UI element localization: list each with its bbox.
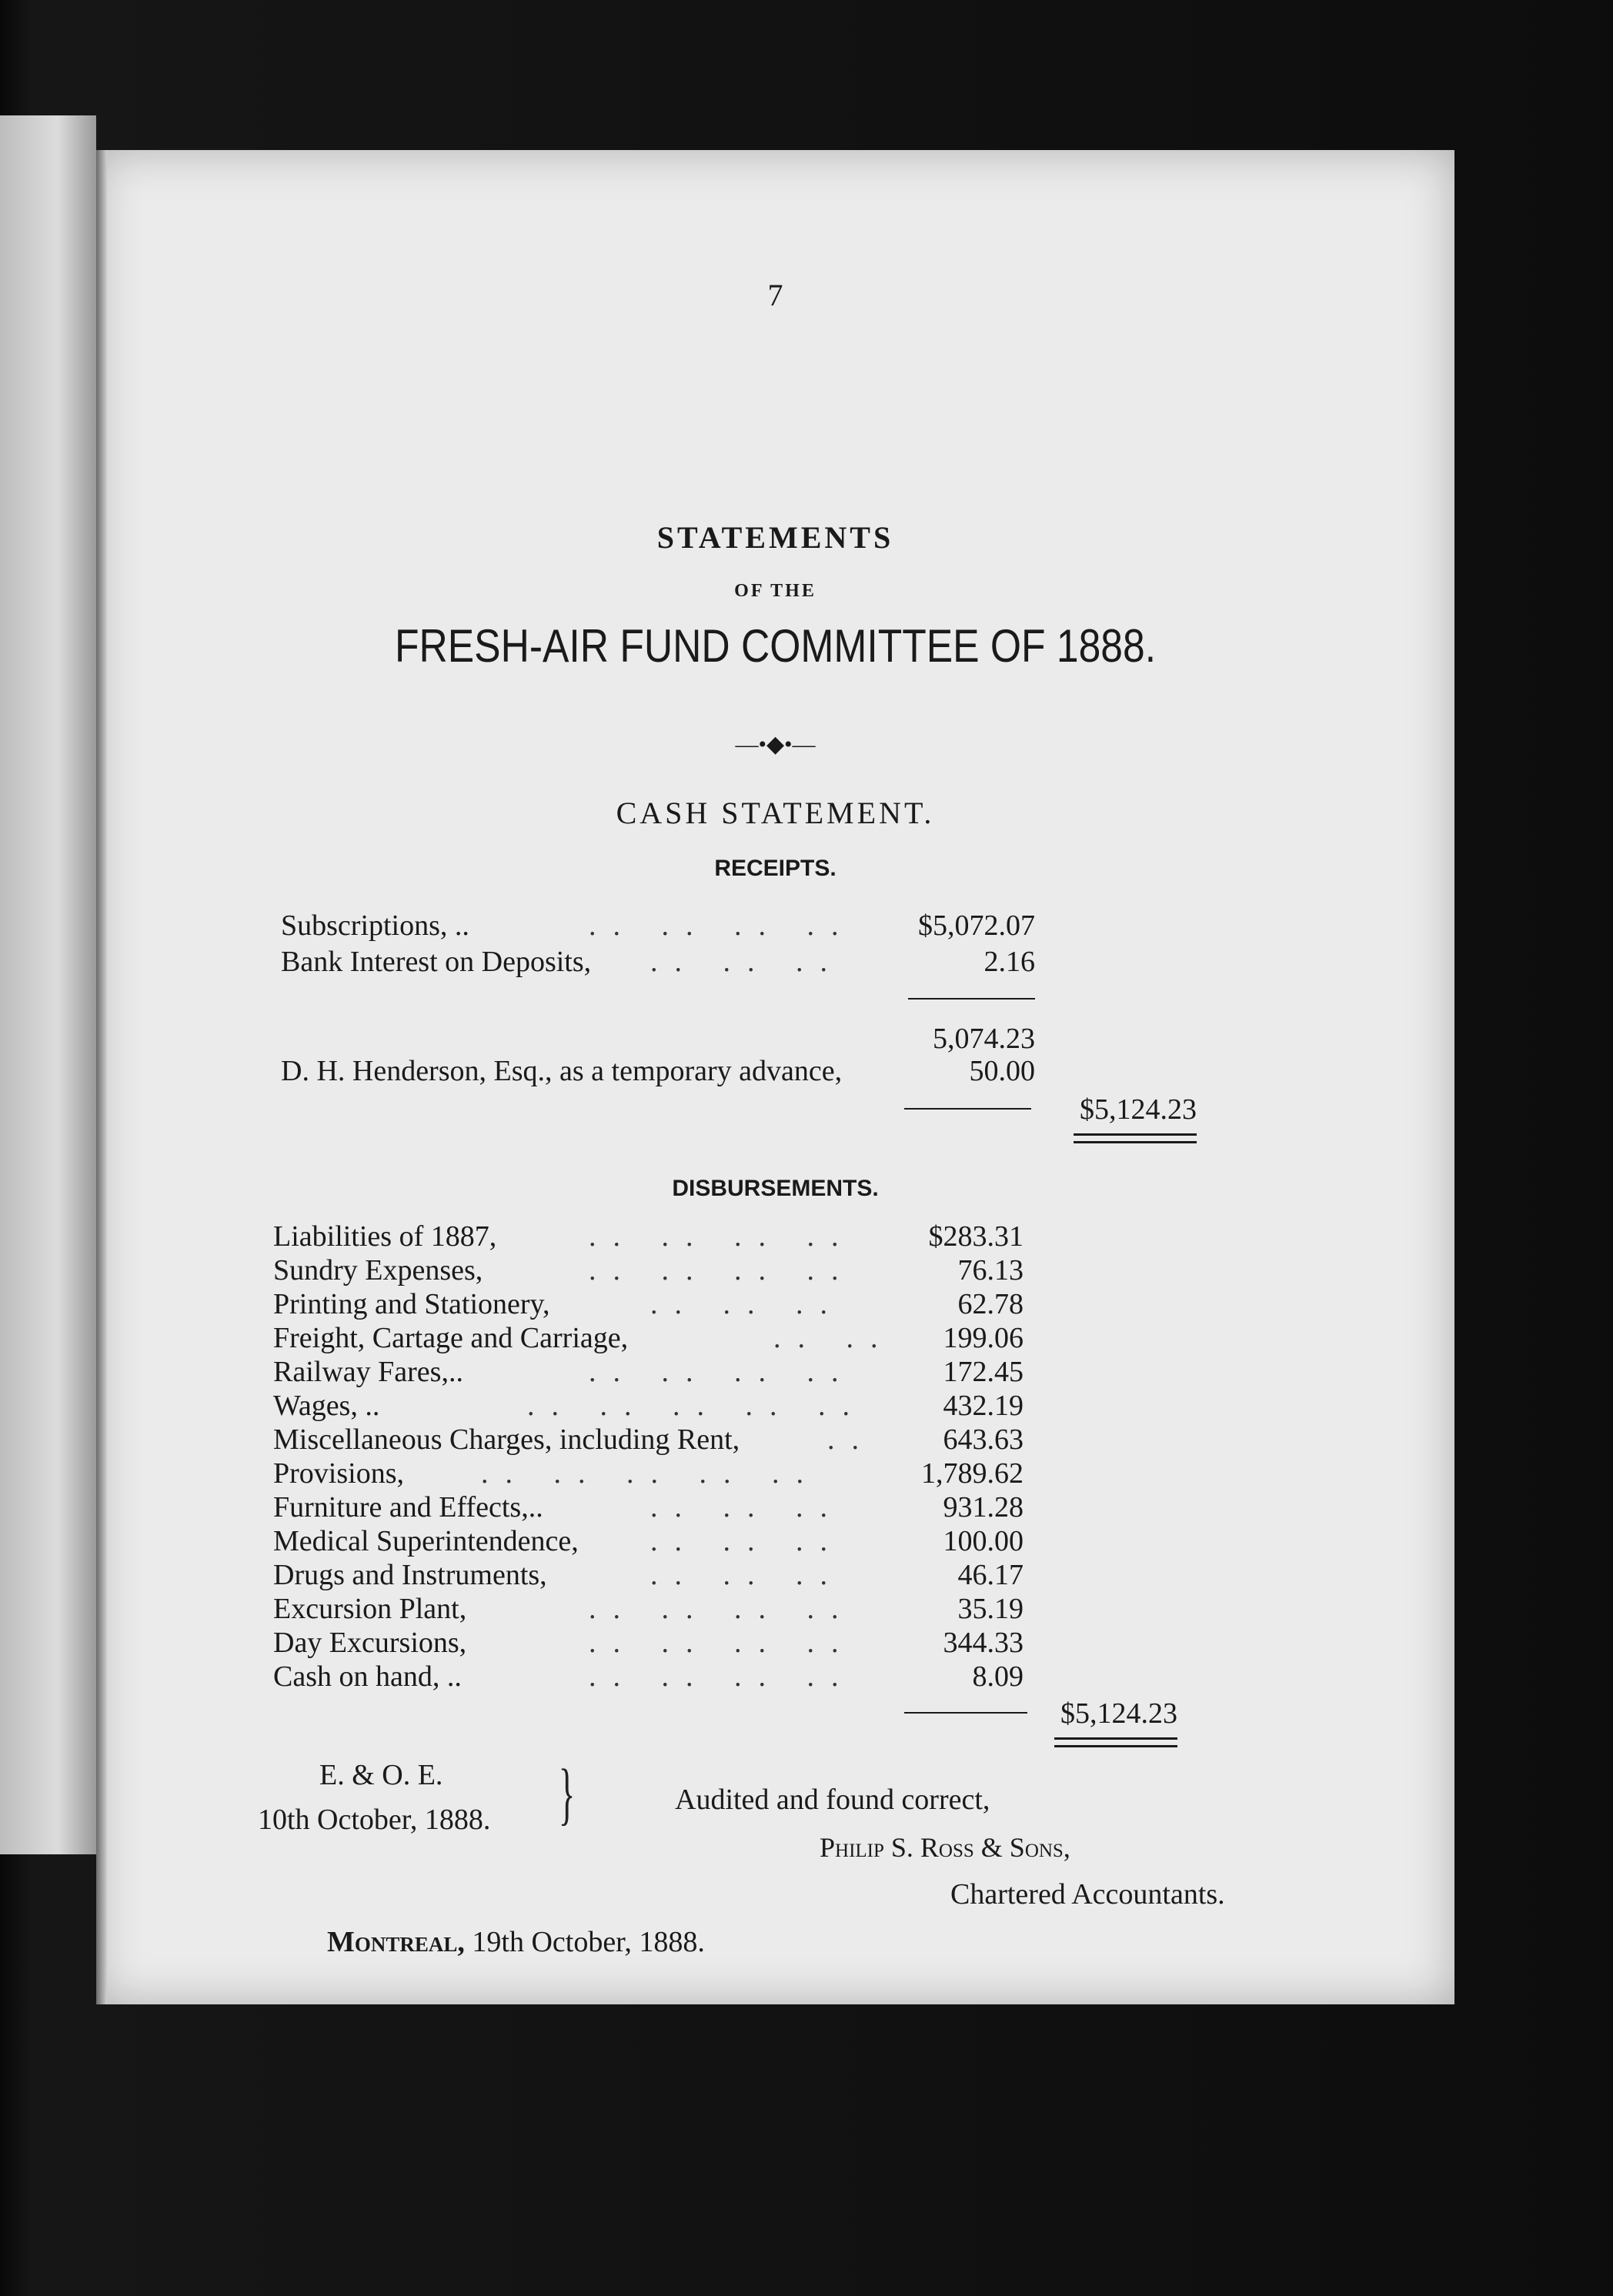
- place-date: 19th October, 1888.: [472, 1926, 705, 1958]
- disbursement-label: Miscellaneous Charges, including Rent,: [273, 1423, 740, 1456]
- receipt-amount: $5,072.07: [918, 909, 1035, 942]
- disbursement-dots: .. .. .. ..: [589, 1254, 856, 1286]
- disbursement-amount: 199.06: [943, 1322, 1024, 1354]
- disbursement-dots: .. .. ..: [650, 1559, 844, 1591]
- disbursement-dots: .. .. ..: [650, 1525, 844, 1557]
- disbursement-amount: 76.13: [957, 1254, 1024, 1286]
- place-name: Montreal,: [327, 1926, 465, 1958]
- place-date-line: [327, 1925, 705, 1959]
- disbursement-dots: ..: [827, 1423, 876, 1456]
- disbursement-dots: .. .. .. ..: [589, 1220, 856, 1253]
- disbursement-label: Provisions,: [273, 1457, 404, 1490]
- ornament-divider: —•◆•—: [735, 732, 816, 757]
- disbursement-label: Freight, Cartage and Carriage,: [273, 1322, 629, 1354]
- disbursement-label: Printing and Stationery,: [273, 1288, 550, 1320]
- disbursement-label: Cash on hand, ..: [273, 1660, 462, 1693]
- disbursements-total-double-rule: [1054, 1737, 1177, 1740]
- auditor-firm: Philip S. Ross & Sons,: [820, 1832, 1070, 1863]
- eoe-date: 10th October, 1888.: [258, 1804, 491, 1836]
- receipts-title: RECEIPTS.: [714, 856, 837, 881]
- disbursement-amount: 643.63: [943, 1423, 1024, 1456]
- receipts-subtotal: 5,074.23: [933, 1023, 1035, 1055]
- disbursement-dots: .. ..: [773, 1322, 895, 1354]
- advance-amount: 50.00: [969, 1055, 1035, 1087]
- disbursement-amount: 35.19: [957, 1593, 1024, 1625]
- disbursement-label: Furniture and Effects,..: [273, 1491, 543, 1523]
- errors-omissions-note: E. & O. E.: [319, 1759, 443, 1791]
- disbursement-dots: .. .. .. ..: [589, 1660, 856, 1693]
- disbursement-dots: .. .. .. ..: [589, 1593, 856, 1625]
- facing-page-edge: [0, 115, 96, 1854]
- disbursements-total-double-rule: [1054, 1745, 1177, 1747]
- receipt-label: Subscriptions, ..: [281, 909, 469, 942]
- receipt-dots: .. .. ..: [650, 946, 844, 978]
- audited-line: Audited and found correct,: [675, 1784, 990, 1816]
- disbursement-label: Wages, ..: [273, 1390, 380, 1422]
- disbursement-amount: 1,789.62: [921, 1457, 1024, 1490]
- receipt-amount: 2.16: [983, 946, 1035, 978]
- disbursement-amount: 172.45: [943, 1356, 1024, 1388]
- disbursement-label: Sundry Expenses,: [273, 1254, 483, 1286]
- disbursement-amount: 344.33: [943, 1627, 1024, 1659]
- receipts-subtotal-rule: [908, 998, 1035, 999]
- brace: }: [558, 1756, 576, 1832]
- heading-committee-title: FRESH-AIR FUND COMMITTEE OF 1888.: [394, 620, 1157, 672]
- disbursement-dots: .. .. .. ..: [589, 1627, 856, 1659]
- receipts-total-double-rule: [1074, 1133, 1197, 1136]
- disbursement-label: Medical Superintendence,: [273, 1525, 579, 1557]
- disbursement-label: Excursion Plant,: [273, 1593, 467, 1625]
- receipts-total: $5,124.23: [1080, 1093, 1197, 1126]
- page-number: 7: [767, 278, 783, 312]
- disbursement-label: Drugs and Instruments,: [273, 1559, 547, 1591]
- disbursement-amount: 100.00: [943, 1525, 1024, 1557]
- advance-label: D. H. Henderson, Esq., as a temporary advance,: [281, 1055, 843, 1087]
- disbursement-amount: $283.31: [928, 1220, 1024, 1253]
- receipt-dots: .. .. .. ..: [589, 909, 856, 942]
- disbursement-label: Liabilities of 1887,: [273, 1220, 497, 1253]
- document-page: [96, 150, 1454, 2004]
- disbursement-label: Railway Fares,..: [273, 1356, 463, 1388]
- disbursement-dots: .. .. ..: [650, 1288, 844, 1320]
- cash-statement-title: CASH STATEMENT.: [616, 796, 935, 830]
- disbursements-total: $5,124.23: [1060, 1697, 1177, 1730]
- disbursement-amount: 8.09: [972, 1660, 1024, 1693]
- disbursement-dots: .. .. ..: [650, 1491, 844, 1523]
- disbursement-dots: .. .. .. .. ..: [527, 1390, 867, 1422]
- disbursements-title: DISBURSEMENTS.: [672, 1176, 879, 1201]
- auditor-title: Chartered Accountants.: [950, 1878, 1225, 1911]
- disbursement-amount: 432.19: [943, 1390, 1024, 1422]
- disbursement-amount: 62.78: [957, 1288, 1024, 1320]
- heading-of-the: OF THE: [734, 581, 817, 601]
- receipt-label: Bank Interest on Deposits,: [281, 946, 592, 978]
- disbursement-amount: 46.17: [957, 1559, 1024, 1591]
- disbursement-dots: .. .. .. ..: [589, 1356, 856, 1388]
- disbursement-amount: 931.28: [943, 1491, 1024, 1523]
- disbursement-dots: .. .. .. .. ..: [481, 1457, 820, 1490]
- heading-statements: STATEMENTS: [656, 520, 894, 555]
- receipts-total-double-rule: [1074, 1141, 1197, 1143]
- disbursement-label: Day Excursions,: [273, 1627, 467, 1659]
